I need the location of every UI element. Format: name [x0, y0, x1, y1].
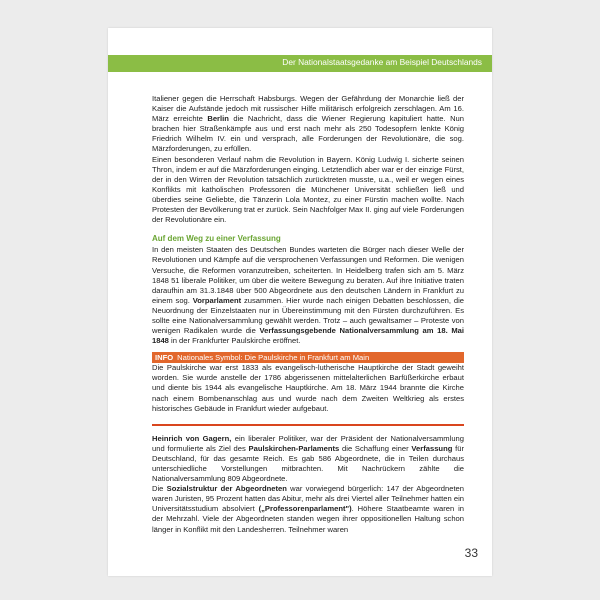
book-page — [108, 28, 492, 576]
page-number: 33 — [464, 546, 478, 560]
paragraph-sozialstruktur: Die Sozialstruktur der Abgeordneten war vorwiegend bürgerlich: 147 der Abgeordneten waren Juristen, 95 Prozent hatten das Abitur, mehr als drei Viertel aller Teilnehmer hatten ein Universitätsstudium absolviert („Professorenparlament"). Höhere Staatbeamte waren in der Mehrzahl. Viele der Abgeordneten standen wegen ihrer oppositionellen Haltung schon länger in Konflikt mit den Landesherren. Teilnehmer waren — [152, 484, 464, 534]
info-title: Nationales Symbol: Die Paulskirche in Frankfurt am Main — [177, 352, 370, 362]
paragraph-bayern: Einen besonderen Verlauf nahm die Revolution in Bayern. König Ludwig I. sicherte seinen Thron, indem er auf die Märzforderungen einging. Letztendlich aber war er der einzige Fürst, der in den Wirren der Revolution tatsächlich zurücktreten musste, u.a., weil er wegen eines Konflikts mit katholischen Professoren die Münchener Universität schließen ließ und überdies seine Geliebte, die Tänzerin Lola Montez, zu einer Fürstin machen wollte. Nach Protesten der Bevölkerung trat er zurück. Sein Nachfolger Max II. ging auf viele Forderungen der Revolutionäre ein. — [152, 154, 464, 225]
info-bar — [152, 352, 464, 363]
paragraph-verfassung: In den meisten Staaten des Deutschen Bundes warteten die Bürger nach dieser Welle der Revolutionen und Kämpfe auf die versprochenen Verfassungen und Reformen. Die wenigen Versuche, die Reformen voranzutreiben, scheiterten. In Heidelberg trafen sich am 5. März 1848 51 liberale Politiker, um über die weitere Bewegung zu beraten. Auf ihre Initiative traten daraufhin am 31.3.1848 über 500 Abgeordnete aus den deutschen Ländern in Frankfurt zu einem sog. Vorparlament zusammen. Hier wurde nach einigen Debatten beschlossen, die Neuordnung der Einzelstaaten nur in Übereinstimmung mit den Fürsten durchzuführen. Es sollte eine Nationalversammlung gewählt werden. Trotz – auch gewaltsamer – Proteste von wenigen Radikalen wurde die Verfassungsgebende Nationalversammlung am 18. Mai 1848 in der Frankfurter Paulskirche eröffnet. — [152, 245, 464, 346]
paragraph-gagern: Heinrich von Gagern, ein liberaler Politiker, war der Präsident der Nationalversammlung und formulierte als Ziel des Paulskirchen-Parlaments die Schaffung einer Verfassung für Deutschland, für das gesamte Reich. Es gab 586 Abgeordnete, die in Teilen durchaus unterschiedliche Vorstellungen mitbrachten. Mit Nachrückern zählte die Nationalversammlung 809 Abgeordnete. — [152, 433, 464, 484]
chapter-title: Der Nationalstaatsgedanke am Beispiel Deutschlands — [282, 57, 482, 67]
info-body: Die Paulskirche war erst 1833 als evangelisch-lutherische Hauptkirche der Stadt geweiht worden. Sie wurde anstelle der 1786 abgerissenen mittelalterlichen Barfüßerkirche erbaut und diente bis 1944 als evangelische Hauptkirche. Am 18. März 1944 brannte die Kirche nach einem Bombenanschlag aus und wurde nach dem Zweiten Weltkrieg als erstes historisches Gebäude in Frankfurt wieder aufgebaut. — [152, 363, 464, 413]
body-text — [152, 94, 464, 535]
section-heading: Auf dem Weg zu einer Verfassung — [152, 234, 281, 244]
info-box — [152, 352, 464, 413]
section-divider — [152, 424, 464, 426]
chapter-header-band — [108, 55, 492, 72]
paragraph-habsburg-berlin: Italiener gegen die Herrschaft Habsburgs. Wegen der Gefährdung der Monarchie ließ der Kaiser die Aufstände jedoch mit russischer Hilfe militärisch erfolgreich zerschlagen. Am 16. März erreichte Berlin die Nachricht, dass die Wiener Regierung kapituliert hatte. Nun brachen hier Straßenkämpfe aus und erst nach mehr als 250 Todesopfern lenkte König Friedrich Wilhelm IV. ein und versprach, alle Forderungen der Revolutionäre, die sog. Märzforderungen, zu erfüllen. — [152, 94, 464, 154]
info-label: INFO — [155, 352, 174, 362]
